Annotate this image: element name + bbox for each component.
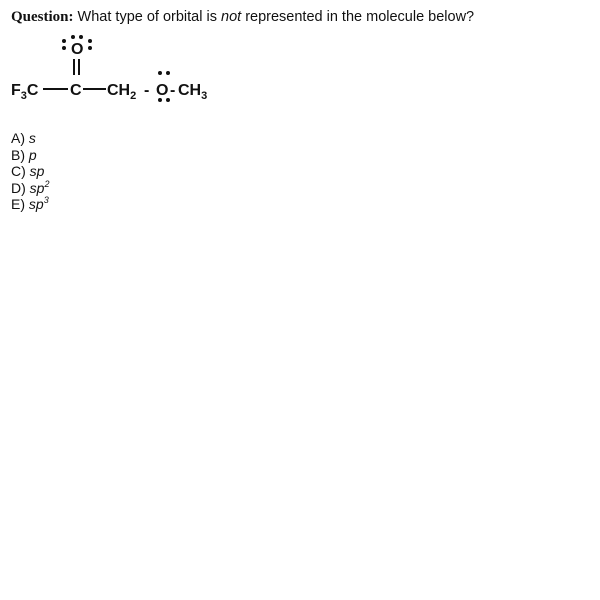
trifluoromethyl-group: $F_3C$ — [11, 82, 39, 102]
choice-orbital: s — [28, 130, 36, 146]
ether-oxygen: O — [156, 82, 169, 99]
methylene-group: $CH_2$ — [107, 82, 137, 102]
choice-orbital: $sp^2$ — [29, 178, 50, 196]
methyl-group: $CH_3$ — [178, 82, 208, 102]
choice-orbital: $sp^3$ — [28, 195, 49, 212]
answer-choices — [11, 130, 49, 213]
lone-pair-dot — [71, 35, 75, 39]
choice-letter: A) — [11, 130, 25, 146]
lone-pair-dot — [88, 39, 92, 43]
question-line — [11, 9, 474, 26]
lone-pair-dot — [158, 71, 162, 75]
question-emphasis: not — [221, 9, 242, 25]
carbonyl-carbon: C — [70, 82, 82, 99]
choice-orbital: sp — [29, 163, 45, 179]
question-label: Question: — [11, 9, 74, 25]
choice-c — [11, 163, 49, 180]
question-text-start: What type of orbital is — [73, 9, 221, 25]
choice-superscript: 2 — [44, 178, 50, 189]
molecule-structure — [10, 30, 240, 110]
molecule-diagram — [10, 30, 240, 110]
lone-pair-dot — [88, 46, 92, 50]
choice-letter: B) — [11, 146, 25, 163]
bond-dash: - — [144, 82, 150, 99]
lone-pair-dot — [79, 35, 83, 39]
choice-b — [11, 147, 49, 164]
choice-e — [11, 196, 49, 213]
question-text-end: represented in the molecule below? — [241, 9, 475, 25]
choice-letter: C) — [11, 163, 26, 179]
lone-pair-dot — [62, 46, 66, 50]
choice-a — [11, 130, 49, 147]
bond-dash: - — [170, 82, 176, 99]
choice-letter: E) — [11, 196, 25, 212]
choice-d — [11, 180, 49, 197]
lone-pair-dot — [166, 71, 170, 75]
lone-pair-dot — [62, 39, 66, 43]
choice-superscript: 3 — [43, 195, 49, 205]
choice-letter: D) — [11, 179, 26, 196]
carbonyl-oxygen: O — [71, 41, 84, 58]
choice-orbital: p — [28, 146, 37, 163]
